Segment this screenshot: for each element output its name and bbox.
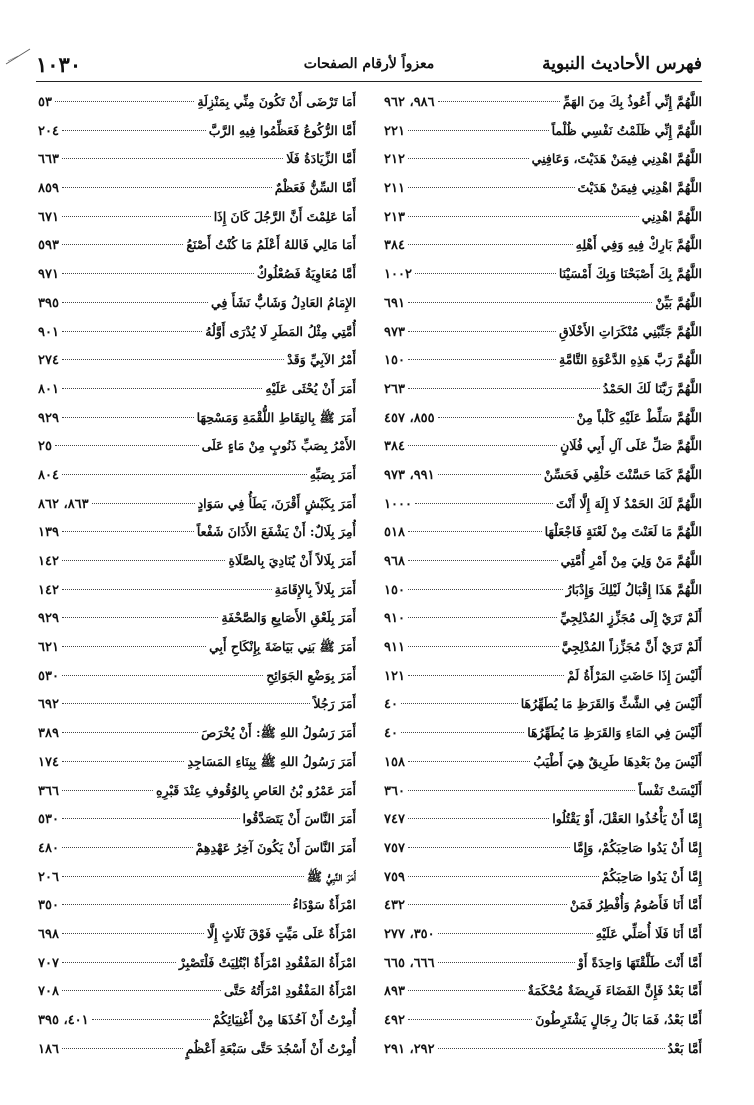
dot-leader — [408, 560, 558, 561]
index-entry — [38, 145, 356, 174]
header-divider — [36, 81, 702, 82]
dot-leader — [408, 646, 559, 647]
dot-leader — [62, 130, 206, 131]
dot-leader — [62, 302, 208, 303]
dot-leader — [62, 1048, 183, 1049]
dot-leader — [62, 646, 206, 647]
page-ref: ٨٩٣ — [384, 984, 405, 1000]
dot-leader — [408, 990, 525, 991]
page-ref: ٧٥٩ — [384, 869, 405, 885]
dot-leader — [62, 187, 272, 188]
hadith-text: أَمَّا بَعْدُ، فَمَا بَالُ رِجَالٍ يَشْتَرِطُونَ — [535, 1012, 702, 1027]
hadith-text: اللَّهُمَّ صَلِّ عَلَى آلِ أَبِي فُلَانٍ — [560, 438, 702, 454]
hadith-text: أَمَّا أَنَا فَأَصُومُ وَأُفْطِرُ فَمَنْ — [569, 897, 702, 913]
index-entry — [38, 432, 356, 461]
hadith-text: أُمِرْتُ أَنْ آخُذَهَا مِنْ أَغْنِيَائِكُمْ — [212, 1012, 356, 1027]
dot-leader — [62, 818, 240, 819]
dot-leader — [408, 130, 549, 131]
index-entry — [38, 604, 356, 633]
dot-leader — [62, 216, 211, 217]
dot-leader — [62, 474, 307, 475]
dot-leader — [62, 990, 221, 991]
hadith-text: اللَّهُمَّ اهْدِنِي فِيمَنْ هَدَيْتَ — [577, 180, 702, 196]
right-column — [384, 88, 702, 1063]
dot-leader — [62, 703, 310, 704]
page-ref: ٦٦٦، ٦٦٥ — [384, 955, 435, 971]
dot-leader — [438, 101, 560, 102]
index-entry — [38, 346, 356, 375]
dot-leader — [55, 445, 199, 446]
hadith-text: أَمَّا مُعَاوِيَةُ فَصُعْلُوكٌ — [256, 266, 356, 282]
index-entry — [38, 490, 356, 519]
hadith-text: أَمَرَ بِصَبِّهِ — [309, 466, 356, 482]
hadith-text: اللَّهُمَّ إِنِّي أَعُوذُ بِكَ مِنَ الهَمِّ — [562, 94, 702, 109]
page-ref: ٢٩٢، ٢٩١ — [384, 1041, 435, 1057]
page-ref: ٦٦٣ — [38, 152, 59, 168]
hadith-text: أَمْرُ الآبِيِّ وَقَدْ — [287, 352, 356, 368]
dot-leader — [408, 617, 557, 618]
page-ref: ٣٥٠ — [38, 898, 59, 914]
hadith-text: أَمَرَ رَجُلاً — [313, 696, 356, 712]
dot-leader — [408, 589, 563, 590]
header-title: فهرس الأحاديث النبوية — [542, 54, 702, 74]
dot-leader — [415, 273, 556, 274]
hadith-text: أَلَيْسَ فِي المَاءِ وَالقَرَظِ مَا يُطَهِّرُهَا — [527, 725, 702, 741]
dot-leader — [408, 790, 635, 791]
index-entry — [38, 289, 356, 318]
page-ref: ١٠٠٠ — [384, 496, 412, 512]
hadith-text: أُمَّتِي مِثْلُ المَطَرِ لَا يُدْرَى أَوَّلُهُ — [205, 323, 356, 339]
index-entry — [384, 576, 702, 605]
page-ref: ٣٩٥ — [38, 295, 59, 311]
hadith-text: إِمَّا أَنْ يَأْخُذُوا العَقْلَ، أَوْ يَقْتُلُوا — [552, 811, 702, 827]
page-ref: ٦٧١ — [38, 209, 59, 225]
hadith-text: أَلَيْسَ مِنْ بَعْدِهَا طَرِيقٌ هِيَ أَطْيَبُ — [533, 753, 702, 769]
page-ref: ١٨٦ — [38, 1041, 59, 1057]
page-ref: ١٠٠٢ — [384, 267, 412, 283]
index-entry — [384, 375, 702, 404]
index-entry — [384, 690, 702, 719]
dot-leader — [62, 388, 262, 389]
dot-leader — [408, 331, 556, 332]
dot-leader — [408, 244, 573, 245]
hadith-text: أَمَرَ بِكَبْشٍ أَقْرَنَ، يَطَأُ فِي سَوَادٍ — [197, 495, 356, 511]
hadith-text: أَمَّا بَعْدُ فَإِنَّ الفَضَاءَ فَرِيضَةٌ مُحْكَمَةٌ — [527, 983, 702, 999]
index-entry — [384, 145, 702, 174]
page-ref: ٦٩٨ — [38, 926, 59, 942]
index-entry — [384, 432, 702, 461]
page-ref: ٩٨٦، ٩٦٢ — [384, 95, 435, 110]
hadith-text: أَمَرَ أَنْ يُحْثَى عَلَيْهِ — [265, 380, 356, 396]
hadith-text: الأَمْرُ بِصَبِّ ذَنُوبٍ مِنْ مَاءٍ عَلَى — [201, 438, 356, 454]
page-ref: ٣٦٦ — [38, 783, 59, 799]
hadith-text: إِمَّا أَنْ يَدُوا صَاحِبَكُمْ، وَإِمَّا — [573, 839, 702, 855]
hadith-text: أُمِرْتُ أَنْ أَسْجُدَ حَتَّى سَبْعَةِ أَعْظُمٍ — [185, 1040, 356, 1056]
index-entry — [384, 289, 702, 318]
index-entry — [38, 863, 356, 892]
hadith-text: امْرَأَةٌ عَلَى مَيِّتٍ فَوْقَ ثَلَاثٍ إِلَّا — [206, 925, 356, 941]
hadith-text: الإِمَامُ العَادِلُ وَشَابٌّ نَشَأَ فِي — [211, 294, 356, 310]
page-ref: ٩٦٨ — [384, 554, 405, 569]
page-ref: ٥٩٣ — [38, 238, 59, 254]
hadith-text: اللَّهُمَّ اهْدِنِي — [641, 208, 702, 224]
index-entry — [384, 318, 702, 347]
dot-leader — [438, 474, 541, 475]
index-entry — [38, 518, 356, 547]
page-number: ١٠٣٠ — [36, 52, 82, 77]
hadith-text: أَمَّا الرُّكُوعُ فَعَظِّمُوا فِيهِ الرَّبَّ — [208, 122, 356, 138]
dot-leader — [408, 388, 600, 389]
page-ref: ٤٠ — [384, 697, 398, 713]
page-ref: ٩٧١ — [38, 267, 59, 283]
page-ref: ٦٩٢ — [38, 697, 59, 713]
hadith-text: أَمَرَ رَسُولُ اللهِ ﷺ بِبِنَاءِ المَسَاجِدِ — [187, 753, 356, 769]
index-entry — [38, 117, 356, 146]
dot-leader — [408, 675, 564, 676]
index-entry — [38, 404, 356, 433]
hadith-text: أَمَرَ النَّاسَ أَنْ يَتَصَدَّقُوا — [242, 811, 356, 827]
page-ref: ٦٩١ — [384, 295, 405, 311]
page-ref: ٧٥٧ — [384, 840, 405, 856]
hadith-text: أَمَرَ عَمْرُو بْنُ العَاصِ بِالوُقُوفِ عِنْدَ قَبْرِهِ — [156, 782, 356, 798]
dot-leader — [92, 1019, 210, 1020]
dot-leader — [408, 847, 570, 848]
dot-leader — [62, 244, 183, 245]
hadith-text: امْرَأَةٌ سَوْدَاءُ — [292, 897, 356, 913]
index-entry — [38, 547, 356, 576]
hadith-text: اللَّهُمَّ رَبَّنَا لَكَ الحَمْدُ — [602, 380, 702, 396]
dot-leader — [62, 331, 202, 332]
hadith-text: أَلَيْسَ فِي الشَّثِّ وَالقَرَظِ مَا يُطَهِّرُهَا — [520, 696, 702, 712]
hadith-text: أَمَّا بَعْدُ — [667, 1040, 702, 1056]
page-ref: ٨٥٥، ٤٥٧ — [384, 410, 435, 426]
page-ref: ٧٠٨ — [38, 984, 59, 1000]
dot-leader — [408, 531, 542, 532]
page-ref: ٥٣٠ — [38, 812, 59, 828]
dot-leader — [408, 818, 549, 819]
dot-leader — [62, 617, 218, 618]
hadith-text: أَمَرَ بِلَعْقِ الأَصَابِعِ وَالصَّحْفَةِ — [221, 610, 356, 626]
page-ref: ٢٦٣ — [384, 381, 405, 397]
dot-leader — [408, 761, 530, 762]
dot-leader — [62, 675, 263, 676]
page-ref: ٣٥٠، ٢٧٧ — [384, 926, 435, 942]
dot-leader — [408, 216, 639, 217]
index-entry — [38, 576, 356, 605]
index-entry — [384, 863, 702, 892]
page-ref: ١٥٠ — [384, 582, 405, 598]
index-entry — [38, 662, 356, 691]
index-entry — [38, 977, 356, 1006]
dot-leader — [408, 359, 556, 360]
index-entry — [38, 633, 356, 662]
hadith-text: أَمَرَ النَّاسَ أَنْ يَكُونَ آخِرُ عَهْدِهِمْ — [195, 839, 356, 855]
hadith-text: أَمَرَ بِوَضْعِ الجَوَائِحِ — [266, 667, 356, 683]
hadith-text: اللَّهُمَّ بَارِكْ فِيهِ وَفِي أَهْلِهِ — [575, 237, 702, 253]
left-column — [38, 88, 356, 1063]
page-ref: ١٣٩ — [38, 525, 59, 541]
page-ref: ٨٥٩ — [38, 181, 59, 197]
index-entry — [384, 203, 702, 232]
dot-leader — [408, 904, 567, 905]
dot-leader — [62, 589, 272, 590]
hadith-text: اللَّهُمَّ اهْدِنِي فِيمَنْ هَدَيْتَ، وَعَافِنِي — [531, 151, 702, 167]
page-ref: ٨٦٣، ٨٦٢ — [38, 496, 89, 512]
index-entry — [38, 891, 356, 920]
hadith-text: أَمَّا أَنَا فَلَا أُصَلِّي عَلَيْهِ — [595, 925, 702, 941]
hadith-text: أَمَرَ رَسُولُ اللهِ ﷺ: أَنْ يُخْرَصَ — [201, 725, 356, 741]
page-ref: ٩٠١ — [38, 324, 59, 340]
index-entry — [384, 891, 702, 920]
hadith-text: أَمَرَ بِلَالاً بِالإِقَامَةِ — [274, 581, 356, 597]
index-entry — [38, 231, 356, 260]
index-entry — [384, 404, 702, 433]
page-ref: ٩٩١، ٩٧٣ — [384, 467, 435, 483]
index-entry — [384, 719, 702, 748]
page-ref: ٣٨٩ — [38, 726, 59, 742]
page-ref: ٩١٠ — [384, 611, 405, 627]
dot-leader — [408, 445, 557, 446]
index-entry — [38, 203, 356, 232]
dot-leader — [408, 187, 575, 188]
hadith-text: امْرَأَةُ المَفْقُودِ امْرَأَةٌ ابْتُلِيَتْ فَلْتَصْبِرْ — [178, 954, 356, 970]
page-ref: ٩٧٣ — [384, 324, 405, 340]
index-entry — [384, 174, 702, 203]
page-ref: ٩١١ — [384, 640, 405, 656]
dot-leader — [438, 933, 593, 934]
page-ref: ٣٨٤ — [384, 238, 405, 254]
hadith-text: أَمَا مَالِي فَاللهُ أَعْلَمُ مَا كُنْتُ أَصْنَعُ — [186, 237, 356, 253]
hadith-text: أَمَّا الزِّيَادَةُ فَلَا — [286, 151, 356, 167]
index-entry — [384, 346, 702, 375]
dot-leader — [62, 847, 193, 848]
hadith-text: أَلَمْ تَرَيْ أَنَّ مُجَزِّزاً المُدْلِجِيَّ — [561, 639, 702, 655]
hadith-text: أَلَمْ تَرَيْ إِلَى مُجَزِّزٍ المُدْلِجِيِّ — [560, 610, 702, 626]
dot-leader — [62, 732, 198, 733]
index-entry — [384, 977, 702, 1006]
index-entry — [38, 375, 356, 404]
hadith-text: أَمَرَ النَّبِيُّ ﷺ — [306, 868, 356, 884]
dot-leader — [62, 904, 290, 905]
page-ref: ١٢١ — [384, 668, 405, 684]
index-entry — [38, 260, 356, 289]
hadith-text: أُمِرَ بِلَالٌ: أَنْ يَشْفَعَ الأَذَانَ شَفْعاً — [196, 524, 356, 540]
index-entry — [384, 117, 702, 146]
hadith-text: أَمَرَ ﷺ بِالتِقَاطِ اللُّقْمَةِ وَمَسْحِهَا — [196, 409, 356, 425]
index-entry — [38, 690, 356, 719]
index-entry — [384, 1035, 702, 1064]
page-ref: ٩٢٩ — [38, 410, 59, 426]
index-entry — [38, 318, 356, 347]
dot-leader — [408, 1019, 532, 1020]
dot-leader — [92, 503, 195, 504]
page-ref: ٥١٨ — [384, 525, 405, 541]
hadith-text: اللَّهُمَّ جَنِّبْنِي مُنْكَرَاتِ الأَخْلَاقِ — [558, 323, 702, 339]
index-entry — [384, 748, 702, 777]
hadith-text: اللَّهُمَّ بِكَ أَصْبَحْنَا وَبِكَ أَمْسَيْنَا — [558, 266, 702, 282]
page-ref: ٤٠ — [384, 726, 398, 742]
page-ref: ٢٥ — [38, 439, 52, 455]
index-entry — [38, 805, 356, 834]
page-ref: ٧٠٧ — [38, 955, 59, 971]
page-ref: ٤٣٢ — [384, 898, 405, 914]
dot-leader — [401, 703, 518, 704]
page-ref: ٤٩٢ — [384, 1013, 405, 1028]
page-header — [36, 52, 702, 80]
dot-leader — [438, 962, 575, 963]
hadith-text: اللَّهُمَّ مَنْ وَلِيَ مِنْ أَمْرِ أُمَّتِي — [560, 553, 702, 568]
page-ref: ٧٤٧ — [384, 812, 405, 828]
index-entry — [384, 518, 702, 547]
page-ref: ١٥٠ — [384, 353, 405, 369]
index-entry — [38, 920, 356, 949]
dot-leader — [62, 158, 283, 159]
dot-leader — [62, 359, 284, 360]
index-entry — [38, 1006, 356, 1035]
page-ref: ١٤٢ — [38, 582, 59, 598]
dot-leader — [62, 962, 176, 963]
page-ref: ٢١٢ — [384, 152, 405, 168]
page-ref: ٥٣ — [38, 95, 52, 110]
dot-leader — [62, 273, 254, 274]
page-ref: ١٤٢ — [38, 554, 59, 569]
page-ref: ٢٠٤ — [38, 123, 59, 139]
dot-leader — [62, 876, 304, 877]
index-entry — [384, 260, 702, 289]
index-entry — [384, 633, 702, 662]
page-ref: ٢٢١ — [384, 123, 405, 139]
hadith-text: أَمَّا السِّنُّ فَعَظْمٌ — [274, 180, 356, 196]
dot-leader — [62, 761, 184, 762]
corner-mark-icon — [4, 46, 32, 66]
hadith-text: اللَّهُمَّ لَكَ الحَمْدُ لَا إِلَهَ إِلَّا أَنْتَ — [555, 495, 702, 511]
dot-leader — [408, 158, 529, 159]
hadith-text: أَلَيْسَتْ نَفْساً — [638, 782, 702, 798]
hadith-text: اللَّهُمَّ بَيِّنْ — [655, 294, 702, 310]
dot-leader — [62, 417, 194, 418]
index-entry — [38, 88, 356, 117]
dot-leader — [62, 933, 204, 934]
dot-leader — [62, 790, 153, 791]
index-entry — [38, 777, 356, 806]
index-entry — [384, 949, 702, 978]
index-entry — [384, 547, 702, 576]
hadith-text: امْرَأَةُ المَفْقُودِ امْرَأَتُهُ حَتَّى — [224, 983, 356, 999]
index-entry — [38, 174, 356, 203]
hadith-text: اللَّهُمَّ رَبَّ هَذِهِ الدَّعْوَةِ التَّامَّةِ — [559, 352, 702, 368]
index-entry — [384, 662, 702, 691]
index-entry — [38, 461, 356, 490]
page-ref: ٢١٣ — [384, 209, 405, 225]
page-ref: ٨٠٤ — [38, 467, 59, 483]
index-entry — [38, 1035, 356, 1064]
index-entry — [384, 1006, 702, 1035]
hadith-text: إِمَّا أَنْ يَدُوا صَاحِبَكُمْ — [601, 868, 702, 884]
index-entry — [384, 231, 702, 260]
index-entry — [38, 719, 356, 748]
page-ref: ٣٦٠ — [384, 783, 405, 799]
page-ref: ٤٨٠ — [38, 840, 59, 856]
index-entry — [38, 949, 356, 978]
index-entry — [384, 920, 702, 949]
hadith-text: أَمَا تَرْضَى أَنْ تَكُونَ مِنِّي بِمَنْزِلَةِ — [197, 94, 356, 109]
page-ref: ٤٠١، ٣٩٥ — [38, 1013, 89, 1028]
hadith-text: اللَّهُمَّ إِنِّي ظَلَمْتُ نَفْسِي ظُلْماً — [551, 122, 702, 138]
page-ref: ٢١١ — [384, 181, 405, 197]
page-ref: ٩٢٩ — [38, 611, 59, 627]
hadith-text: أَمَرَ بِلَالاً أَنْ يُنَادِيَ بِالصَّلَاةِ — [228, 553, 356, 568]
index-entry — [384, 805, 702, 834]
index-entry — [384, 604, 702, 633]
dot-leader — [62, 531, 194, 532]
hadith-text: اللَّهُمَّ هَذَا إِقْبَالُ لَيْلِكَ وَإِدْبَارُ — [565, 581, 702, 597]
dot-leader — [408, 302, 652, 303]
hadith-text: اللَّهُمَّ مَا لَعَنْتَ مِنْ لَعْنَةٍ فَاجْعَلْهَا — [544, 524, 702, 540]
header-subtitle: معزواً لأرقام الصفحات — [303, 56, 435, 72]
hadith-text: اللَّهُمَّ سَلِّطْ عَلَيْهِ كَلْباً مِنْ — [576, 409, 702, 425]
dot-leader — [438, 417, 574, 418]
page-ref: ٢٠٦ — [38, 869, 59, 885]
dot-leader — [55, 101, 194, 102]
page-ref: ٥٣٠ — [38, 668, 59, 684]
index-entry — [384, 461, 702, 490]
dot-leader — [415, 503, 553, 504]
hadith-text: أَمَرَ ﷺ بَنِي بَيَاضَةَ بِإِنْكَاحِ أَبِي — [209, 639, 356, 655]
page-ref: ٢٧٤ — [38, 353, 59, 369]
page-ref: ١٧٤ — [38, 754, 59, 770]
page-ref: ١٥٨ — [384, 754, 405, 770]
hadith-text: أَمَا عَلِمْتَ أَنَّ الرَّجُلَ كَانَ إِذَا — [213, 208, 356, 224]
index-entry — [384, 490, 702, 519]
page-ref: ٦٢١ — [38, 640, 59, 656]
dot-leader — [408, 876, 599, 877]
hadith-text: أَلَيْسَ إِذَا حَاضَتِ المَرْأَةُ لَمْ — [567, 667, 702, 683]
hadith-text: أَمَّا أَنْتَ طَلَّقْتَهَا وَاحِدَةً أَوْ — [577, 954, 702, 970]
page-ref: ٣٨٤ — [384, 439, 405, 455]
page-ref: ٨٠١ — [38, 381, 59, 397]
dot-leader — [62, 560, 226, 561]
index-entry — [384, 88, 702, 117]
index-entry — [384, 777, 702, 806]
index-entry — [384, 834, 702, 863]
dot-leader — [438, 1048, 665, 1049]
dot-leader — [401, 732, 524, 733]
index-entry — [38, 834, 356, 863]
index-entry — [38, 748, 356, 777]
hadith-text: اللَّهُمَّ كَمَا حَسَّنْتَ خَلْقِي فَحَسِّنْ — [543, 466, 702, 482]
